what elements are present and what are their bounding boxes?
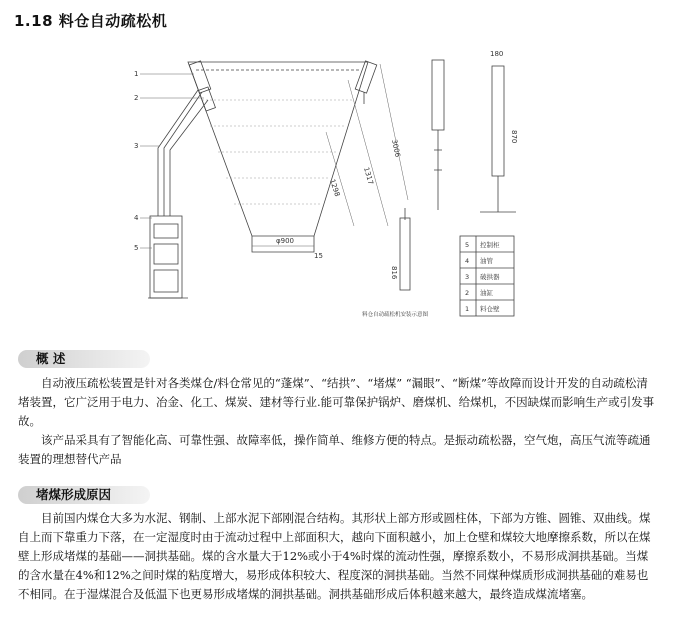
- technical-drawing: [118, 40, 538, 320]
- dim-816: 816: [390, 266, 398, 280]
- blockage-causes-text: [18, 509, 658, 604]
- control-cabinet: [150, 216, 182, 298]
- parts-row-no: 1: [465, 305, 470, 313]
- callout-3: 3: [134, 142, 139, 150]
- parts-row-name: 油管: [480, 257, 493, 265]
- dim-3006: 3006: [390, 138, 402, 158]
- blockage-causes-paragraph: 目前国内煤仓大多为水泥、钢制、上部水泥下部刚混合结构。其形状上部方形或圆柱体，下部为方锥、圆锥、双曲线。煤自上而下靠重力下落，在一定湿度时由于流动过程中上部面积大，越向下面积越小，加上仓壁和煤较大地摩擦系数，所以在煤壁上形成堵煤的基础——洞拱基础。煤的含水量大于12%或小于4%时煤的流动性强，摩擦系数小，不易形成洞拱基础。当煤的含水量在4%和12%之间时煤的粘度增大，易形成体积较大、程度深的洞拱基础。当然不同煤种煤质形成洞拱基础的难易也不相同。在于湿煤混合及低温下也更易形成堵煤的洞拱基础。洞拱基础形成后体积越来越大，最终造成煤流堵塞。: [18, 511, 651, 601]
- drawing-note: 料仓自动疏松机安装示意图: [362, 312, 429, 318]
- parts-row-name: 控制柜: [480, 241, 500, 249]
- parts-row-no: 4: [465, 257, 470, 265]
- dim-870: 870: [510, 130, 518, 144]
- callout-2: 2: [134, 94, 139, 102]
- overview-text: [18, 374, 658, 469]
- overview-paragraph-1: 自动液压疏松装置是针对各类煤仓/料仓常见的“蓬煤”、“结拱”、“堵煤” “漏眼”、“断煤”等故障而设计开发的自动疏松清堵装置，它广泛用于电力、冶金、化工、煤炭、建材等行业.能可靠保护锅炉、磨煤机、给煤机，不因缺煤而影响生产或引发事故。: [18, 376, 655, 428]
- callout-4: 4: [134, 214, 139, 222]
- side-view: [432, 60, 444, 130]
- parts-row-name: 破拱器: [480, 273, 500, 281]
- section-heading-blockage-causes: 堵煤形成原因: [18, 486, 150, 504]
- parts-row-no: 2: [465, 289, 470, 297]
- overview-paragraph-2: 该产品采具有了智能化高、可靠性强、故障率低，操作简单、维修方便的特点。是振动疏松器，空气炮，高压气流等疏通装置的理想替代产品: [18, 433, 651, 466]
- page-title: 1.18 料仓自动疏松机: [14, 12, 168, 30]
- parts-row-no: 3: [465, 273, 470, 281]
- dim-diameter: φ900: [276, 237, 294, 245]
- dim-1298: 1298: [328, 178, 342, 198]
- callout-5: 5: [134, 244, 139, 252]
- section-heading-overview: 概 述: [18, 350, 150, 368]
- dim-180: 180: [490, 50, 504, 58]
- dim-15: 15: [314, 252, 323, 260]
- parts-row-name: 油缸: [480, 289, 493, 297]
- hopper-outline: [188, 62, 368, 236]
- parts-row-name: 料仓壁: [480, 305, 500, 313]
- dim-1317: 1317: [362, 166, 375, 186]
- parts-row-no: 5: [465, 241, 470, 249]
- callout-1: 1: [134, 70, 139, 78]
